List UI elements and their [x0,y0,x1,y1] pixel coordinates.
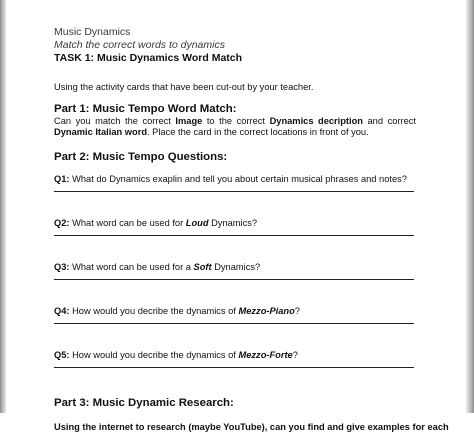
question-emphasis: Loud [185,218,209,228]
intro-text: Using the activity cards that have been cut-out by your teacher. [54,82,314,92]
question-1 [54,173,416,192]
question-text [54,349,416,361]
question-2 [54,217,416,236]
answer-line[interactable] [54,367,414,368]
part-1-text-1: Can you match the correct [54,116,176,126]
part-2-section [54,150,416,368]
question-5 [54,349,416,368]
part-1-text-2: to the correct [202,116,270,126]
question-pre: How would you decribe the dynamics of [69,350,239,360]
question-post: Dynamics? [208,218,258,228]
worksheet-page [54,26,449,433]
part-1-bold-2: Dynamics decription [269,116,363,126]
answer-line[interactable] [54,279,414,280]
document-title: Music Dynamics [54,26,131,38]
part-1-section [54,102,416,138]
part-1-bold-3: Dynamic Italian word [54,127,147,137]
question-4 [54,305,416,324]
question-text [54,261,416,273]
question-3 [54,261,416,280]
question-text [54,305,416,317]
part-3-heading: Part 3: Music Dynamic Research: [54,397,234,409]
question-text [54,173,416,185]
answer-line[interactable] [54,235,414,236]
part-3-section [54,396,449,433]
question-text [54,217,416,229]
part-1-text-4: . Place the card in the correct locations in front of you. [147,127,369,137]
question-post: ? [292,350,298,360]
part-1-heading: Part 1: Music Tempo Word Match: [54,103,237,115]
part-1-instructions [54,116,416,138]
question-emphasis: Soft [193,262,212,272]
question-pre: What word can be used for [69,218,186,228]
answer-line[interactable] [54,191,414,192]
question-pre: How would you decribe the dynamics of [69,306,239,316]
question-emphasis: Mezzo-Forte [238,350,293,360]
question-number: Q4: [54,306,70,316]
question-number: Q2: [54,218,70,228]
question-post: Dynamics? [211,262,261,272]
page-edge-right [466,0,474,413]
answer-line[interactable] [54,323,414,324]
question-number: Q1: [54,174,70,184]
page-edge-left [0,0,6,413]
question-pre: What word can be used for a [69,262,194,272]
part-1-text-3: and correct [362,116,416,126]
question-number: Q5: [54,350,70,360]
part-3-instructions: Using the internet to research (maybe YouTube), can you find and give examples for each [54,422,449,432]
part-2-heading: Part 2: Music Tempo Questions: [54,151,228,163]
question-number: Q3: [54,262,70,272]
task-title: TASK 1: Music Dynamics Word Match [54,52,243,64]
question-post: ? [294,306,300,316]
part-1-bold-1: Image [175,116,203,126]
question-pre: What do Dynamics exaplin and tell you about certain musical phrases and notes? [69,174,407,184]
question-emphasis: Mezzo-Piano [238,306,295,316]
document-subtitle: Match the correct words to dynamics [54,39,225,51]
